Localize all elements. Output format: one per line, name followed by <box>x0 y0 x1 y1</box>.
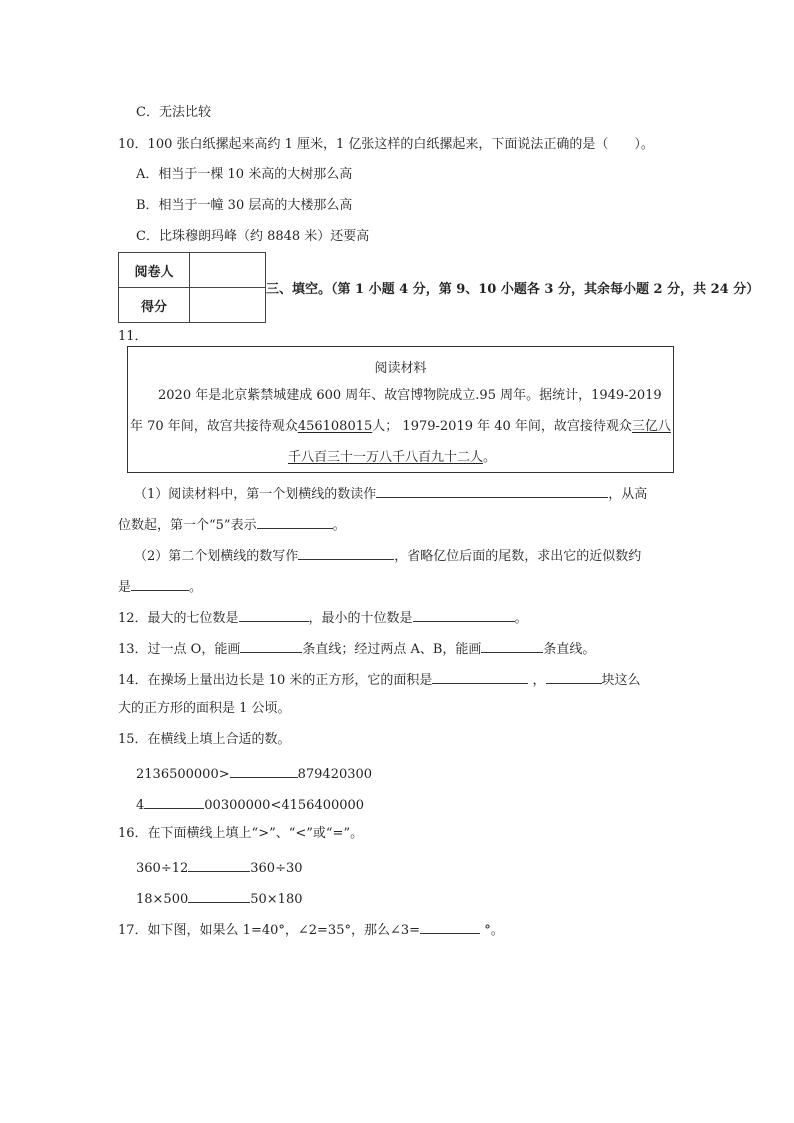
second-underlined-number-part2: 千八百三十一万八千八百九十二人 <box>288 450 484 465</box>
first-underlined-number: 456108015 <box>297 419 373 434</box>
q15-blank2[interactable] <box>144 794 204 809</box>
q16-blank1[interactable] <box>188 857 250 872</box>
reading-line-1: 2020 年是北京紫禁城建成 600 周年、故宫博物院成立.95 周年。据统计，1949-2019 <box>158 388 662 403</box>
q10-option-b: B．相当于一幢 30 层高的大楼那么高 <box>136 198 353 213</box>
q11-part1-line2: 位数起，第一个“5”表示 。 <box>118 514 346 535</box>
q11-p1-blank2[interactable] <box>257 514 333 529</box>
q15-line2: 4 00300000<4156400000 <box>136 794 364 815</box>
q11-part2-line1: （2）第二个划横线的数写作 ，省略亿位后面的尾数，求出它的近似数约 <box>134 545 641 566</box>
q17-blank[interactable] <box>420 919 480 934</box>
q15-stem: 15．在横线上填上合适的数。 <box>118 732 291 747</box>
q12-blank2[interactable] <box>413 607 515 622</box>
q10-option-a: A．相当于一棵 10 米高的大树那么高 <box>136 167 353 182</box>
q13: 13．过一点 O，能画 条直线；经过两点 A、B，能画 条直线。 <box>118 638 595 659</box>
reading-line-2: 年 70 年间，故宫共接待观众456108015人； 1979-2019 年 40 年间，故宫接待观众三亿八 <box>130 419 671 434</box>
q11-number: 11． <box>118 329 148 344</box>
q11-part2-line2: 是 。 <box>118 576 202 597</box>
q10-option-c: C．比珠穆朗玛峰（约 8848 米）还要高 <box>136 229 370 244</box>
q12-blank1[interactable] <box>239 607 309 622</box>
q11-p2-blank2[interactable] <box>131 576 189 591</box>
q11-part1-line1: （1）阅读材料中，第一个划横线的数读作 ，从高 <box>134 483 647 504</box>
reviewer-cell <box>190 253 266 288</box>
q11-p1-blank1[interactable] <box>376 483 608 498</box>
q15-blank1[interactable] <box>230 763 298 778</box>
q9-option-c: C．无法比较 <box>136 105 211 120</box>
q16-blank2[interactable] <box>188 888 250 903</box>
q16-line2: 18×500 50×180 <box>136 888 303 909</box>
reading-line-3: 千八百三十一万八千八百九十二人。 <box>288 450 497 465</box>
q13-blank2[interactable] <box>481 638 543 653</box>
q14-line2: 大的正方形的面积是 1 公顷。 <box>118 701 291 716</box>
q16-stem: 16．在下面横线上填上“>”、“<”或“=”。 <box>118 826 364 841</box>
second-underlined-number-part1: 三亿八 <box>631 419 671 434</box>
reading-material-box <box>127 346 674 473</box>
reviewer-label: 阅卷人 <box>119 253 190 288</box>
q12: 12．最大的七位数是 ，最小的十位数是 。 <box>118 607 528 628</box>
reading-title: 阅读材料 <box>374 361 427 376</box>
section-heading: 三、填空。（第 1 小题 4 分，第 9、10 小题各 3 分，其余每小题 2 分，共 24 分） <box>266 282 760 297</box>
score-table <box>118 252 266 323</box>
q13-blank1[interactable] <box>240 638 302 653</box>
q14-blank2[interactable] <box>546 669 602 684</box>
q16-line1: 360÷12 360÷30 <box>136 857 303 878</box>
q14-blank1[interactable] <box>432 669 528 684</box>
q14-line1: 14．在操场上量出边长是 10 米的正方形，它的面积是 ， 块这么 <box>118 669 641 690</box>
score-label: 得分 <box>119 288 190 323</box>
score-cell <box>190 288 266 323</box>
q15-line1: 2136500000> 879420300 <box>136 763 372 784</box>
q17: 17．如下图，如果么 1=40°，∠2=35°，那么∠3= °。 <box>118 919 504 940</box>
q10-stem: 10．100 张白纸摞起来高约 1 厘米，1 亿张这样的白纸摞起来，下面说法正确的是（ ）。 <box>118 137 654 152</box>
q11-p2-blank1[interactable] <box>298 545 394 560</box>
